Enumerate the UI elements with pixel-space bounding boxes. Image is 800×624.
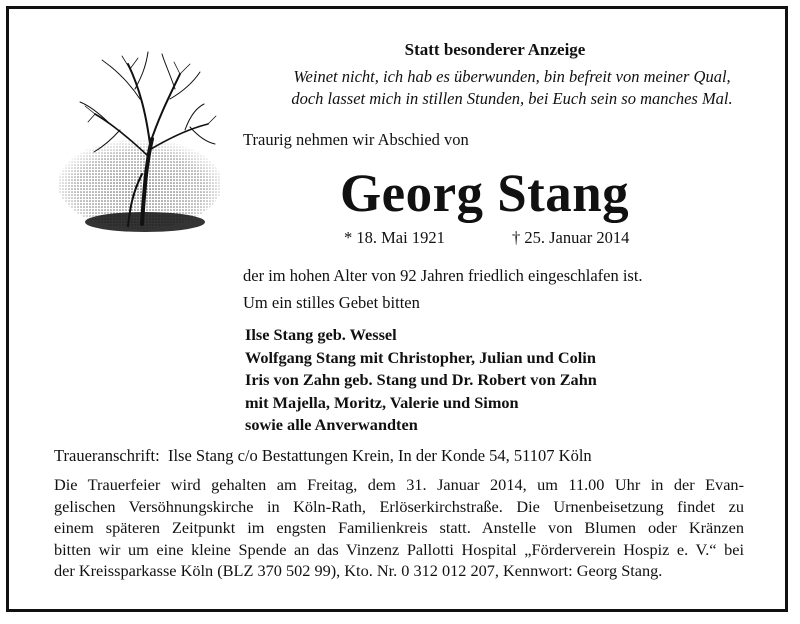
poem-line: doch lasset mich in stillen Stunden, bei Euch sein so manches Mal.: [291, 89, 733, 108]
passed-text: der im hohen Alter von 92 Jahren friedlich eingeschlafen ist.: [243, 266, 643, 285]
tree-illustration: [50, 44, 220, 244]
birth-date: * 18. Mai 1921: [344, 228, 445, 247]
death-date: † 25. Januar 2014: [512, 228, 630, 247]
poem-line: Weinet nicht, ich hab es überwunden, bin befreit von meiner Qual,: [293, 67, 731, 86]
details-line: der Kreissparkasse Köln (BLZ 370 502 99), Kto. Nr. 0 312 012 207, Kennwort: Georg Stang.: [54, 561, 663, 581]
mourner-line: Ilse Stang geb. Wessel: [245, 325, 397, 344]
funeral-details: [54, 474, 744, 582]
intro-text: Traurig nehmen wir Abschied von: [243, 130, 469, 149]
mourner-line: sowie alle Anverwandten: [245, 415, 418, 434]
mourner-line: mit Majella, Moritz, Valerie und Simon: [245, 392, 519, 412]
mourner-line: Wolfgang Stang mit Christopher, Julian und Colin: [245, 347, 596, 367]
mourning-address: Traueranschrift: Ilse Stang c/o Bestattungen Krein, In der Konde 54, 51107 Köln: [54, 446, 592, 465]
details-line: bitten wir um eine kleine Spende an das Vinzenz Pallotti Hospital „Förderverein Hospiz e. V.“ bei: [54, 539, 744, 559]
prayer-text: Um ein stilles Gebet bitten: [243, 293, 420, 312]
details-line: einem späteren Zeitpunkt im engsten Familienkreis statt. Anstelle von Blumen oder Kränzen: [54, 518, 744, 538]
details-line: gelischen Versöhnungskirche in Köln-Rath, Erlöserkirchstraße. Die Urnenbeisetzung findet zu: [54, 496, 744, 516]
deceased-name: Georg Stang: [340, 163, 630, 223]
mourner-line: Iris von Zahn geb. Stang und Dr. Robert von Zahn: [245, 370, 597, 389]
poem: [242, 66, 782, 110]
mourners-list: [245, 324, 597, 437]
notice-heading: Statt besonderer Anzeige: [404, 40, 586, 59]
details-line: Die Trauerfeier wird gehalten am Freitag, dem 31. Januar 2014, um 11.00 Uhr in der Evan-: [54, 475, 744, 494]
